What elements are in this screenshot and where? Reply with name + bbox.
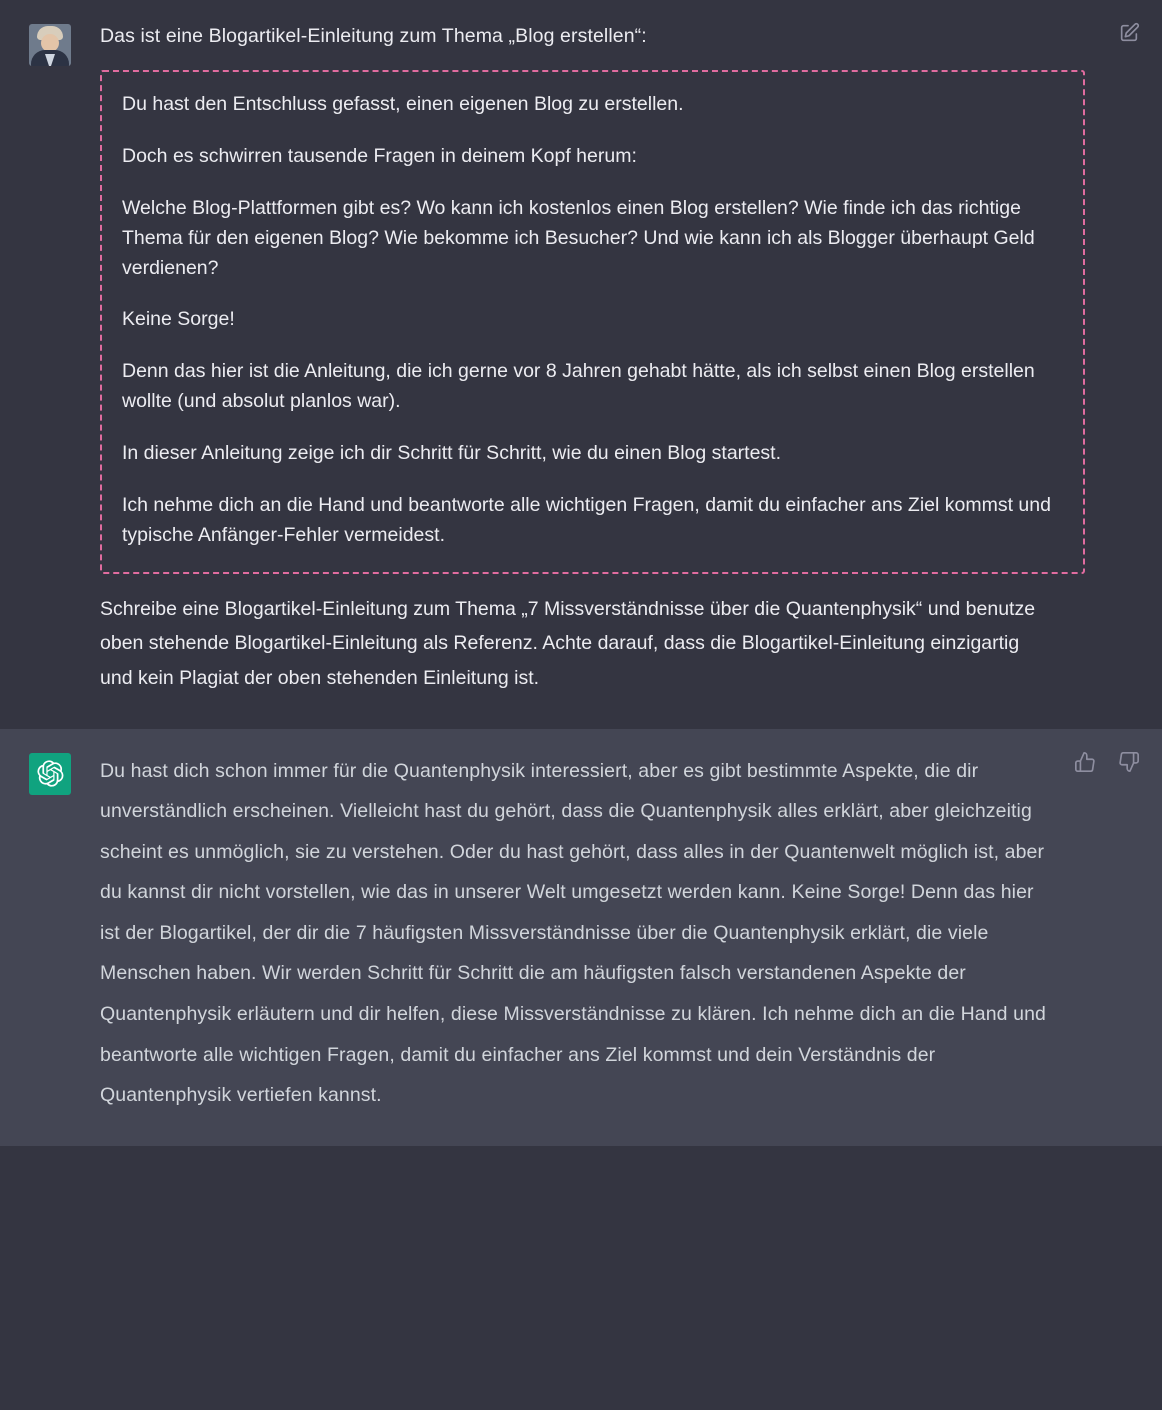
highlighted-reference-block: [100, 70, 1085, 574]
reference-paragraph: In dieser Anleitung zeige ich dir Schritt für Schritt, wie du einen Blog startest.: [122, 441, 782, 464]
user-instruction-text: Schreibe eine Blogartikel-Einleitung zum Thema „7 Missverständnisse über die Quantenphysik“ und benutze oben stehende Blogartikel-Einleitung als Referenz. Achte darauf, dass die Blogartikel-Einleitung einzigartig und kein Plagiat der oben stehenden Einleitung ist.: [100, 598, 1036, 689]
reference-paragraph: Welche Blog-Plattformen gibt es? Wo kann ich kostenlos einen Blog erstellen? Wie finde ich das richtige Thema für den eigenen Blog? Wie bekomme ich Besucher? Und wie kann ich als Blogger überhaupt Geld verdienen?: [122, 196, 1035, 279]
assistant-paragraph: Du hast dich schon immer für die Quantenphysik interessiert, aber es gibt bestimmte Aspekte, die dir unverständlich erscheinen. Vielleicht hast du gehört, dass die Quantenphysik alles erklärt, aber gleichzeitig scheint es unmöglich, sie zu verstehen. Oder du hast gehört, dass alles in der Quantenwelt möglich ist, aber du kannst dir nicht vorstellen, wie das in unserer Welt umgesetzt werden kann. Keine Sorge! Denn das hier ist der Blogartikel, der dir die 7 häufigsten Missverständnisse über die Quantenphysik erklärt, die viele Menschen haben. Wir werden Schritt für Schritt die am häufigsten falsch verstandenen Aspekte der Quantenphysik erläutern und dir helfen, diese Missverständnisse zu klären. Ich nehme dich an die Hand und beantworte alle wichtigen Fragen, damit du einfacher ans Ziel kommst und dein Verständnis der Quantenphysik vertiefen kannst.: [100, 759, 1046, 1107]
edit-icon[interactable]: [1118, 22, 1140, 44]
assistant-message-body: [100, 751, 1162, 1116]
openai-logo-icon: [29, 753, 71, 795]
assistant-response-text: [100, 751, 1050, 1116]
user-avatar-column: [0, 22, 100, 695]
user-message-actions: [1118, 22, 1140, 44]
user-message-body: [100, 22, 1162, 695]
reference-paragraph: Du hast den Entschluss gefasst, einen eigenen Blog zu erstellen.: [122, 93, 684, 116]
thumbs-up-icon[interactable]: [1074, 751, 1096, 773]
avatar: [29, 24, 71, 66]
reference-paragraph: Keine Sorge!: [122, 308, 235, 331]
assistant-avatar-column: [0, 751, 100, 1116]
thumbs-down-icon[interactable]: [1118, 751, 1140, 773]
assistant-message-turn: [0, 729, 1162, 1146]
reference-paragraph: Ich nehme dich an die Hand und beantworte alle wichtigen Fragen, damit du einfacher ans Ziel kommst und typische Anfänger-Fehler vermeidest.: [122, 493, 1051, 546]
reference-paragraph: Denn das hier ist die Anleitung, die ich gerne vor 8 Jahren gehabt hätte, als ich selbst einen Blog erstellen wollte (und absolut planlos war).: [122, 360, 1035, 413]
assistant-feedback-actions: [1074, 751, 1140, 773]
user-intro-line: Das ist eine Blogartikel-Einleitung zum Thema „Blog erstellen“:: [100, 25, 647, 47]
reference-paragraph: Doch es schwirren tausende Fragen in deinem Kopf herum:: [122, 145, 637, 168]
